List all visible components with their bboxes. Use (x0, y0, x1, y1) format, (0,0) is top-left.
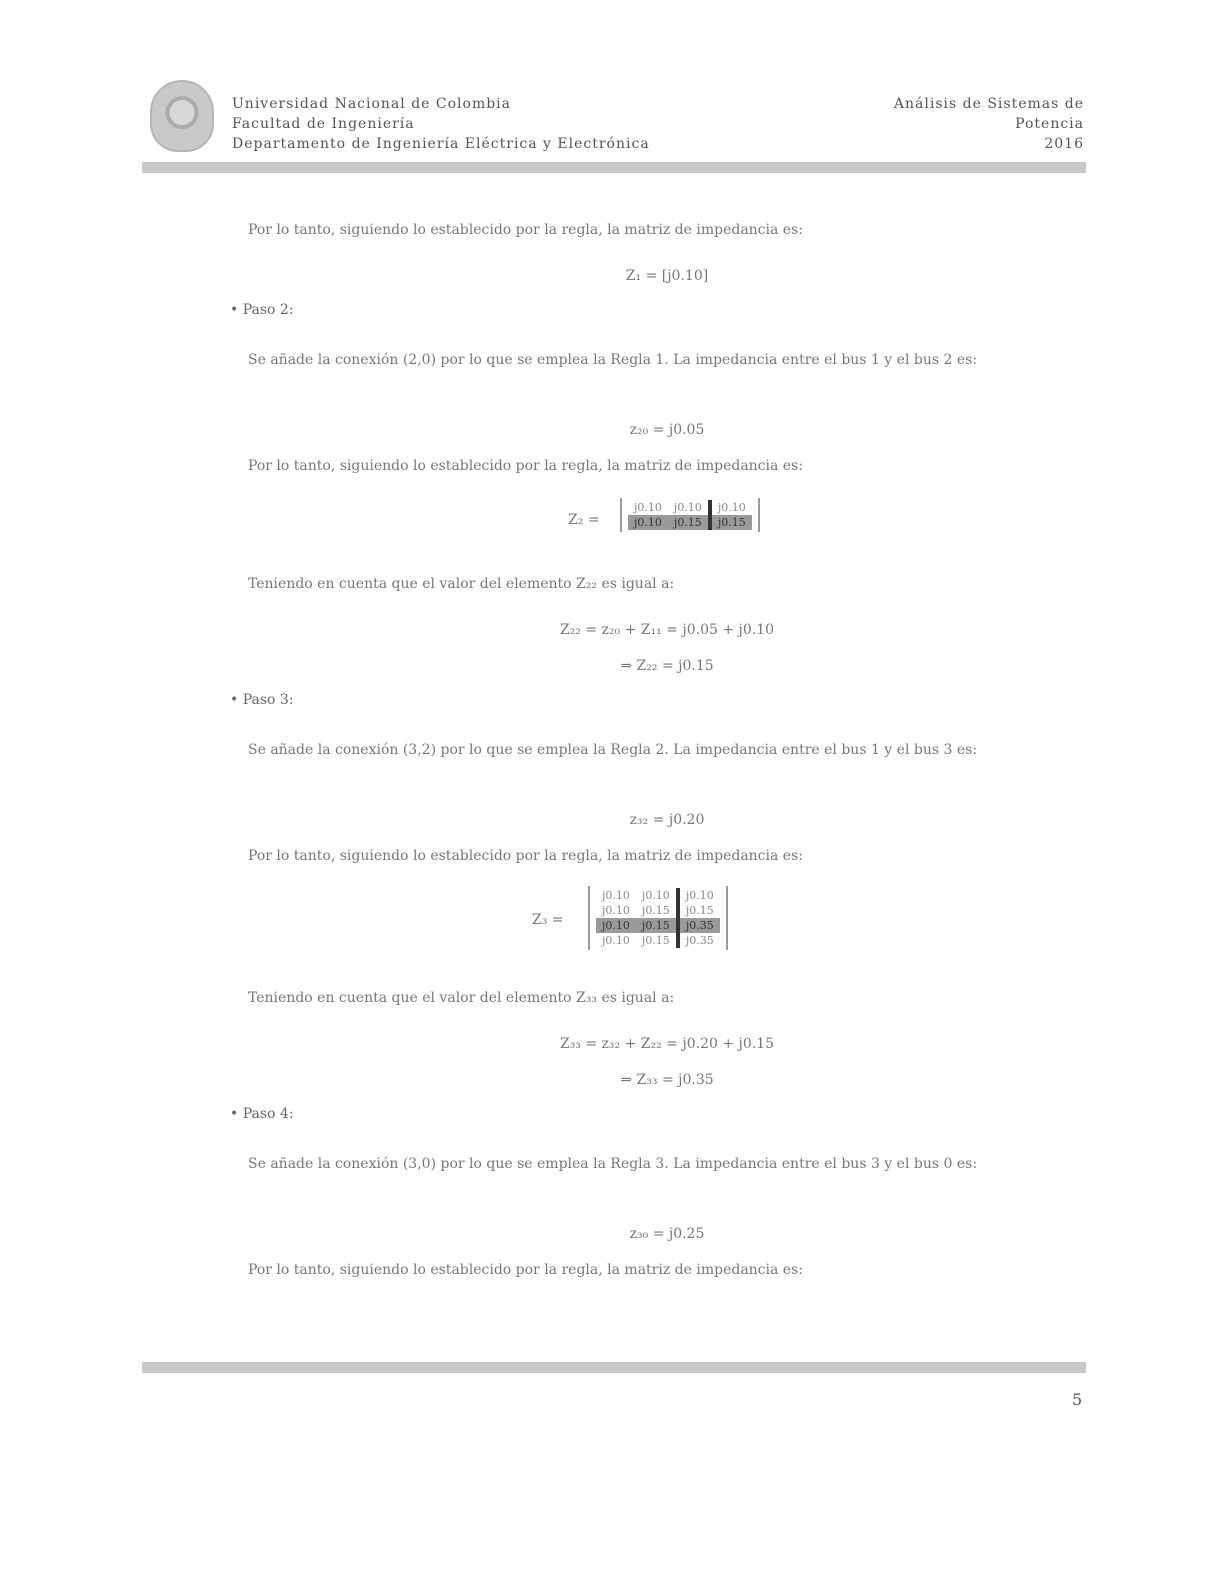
equation: z₃₀ = j0.25 (629, 1226, 705, 1242)
header-line: Análisis de Sistemas de (893, 96, 1084, 112)
matrix-cell: j0.10 (602, 904, 630, 917)
header-line: Departamento de Ingeniería Eléctrica y Electrónica (232, 136, 650, 152)
matrix-cell: j0.35 (676, 918, 720, 933)
matrix-cell: j0.10 (602, 934, 630, 947)
footer-rule (142, 1362, 1086, 1373)
header-line: Potencia (1015, 116, 1084, 132)
equation: ⇒ Z₂₂ = j0.15 (620, 658, 714, 674)
paragraph: Se añade la conexión (3,0) por lo que se emplea la Regla 3. La impedancia entre el bus 3 y el bus 0 es: (248, 1156, 978, 1172)
equation: Z₃₃ = z₃₂ + Z₂₂ = j0.20 + j0.15 (559, 1036, 775, 1052)
matrix-cell: j0.10 (634, 501, 662, 514)
step-heading: • Paso 2: (230, 302, 294, 318)
header-line: 2016 (1044, 136, 1084, 152)
header-rule (142, 162, 1086, 173)
paragraph: Teniendo en cuenta que el valor del elemento Z₂₂ es igual a: (248, 576, 675, 592)
matrix-cell: j0.10 (602, 889, 630, 902)
equation: z₃₂ = j0.20 (629, 812, 705, 828)
matrix-cell: j0.15 (668, 515, 708, 530)
header-course (894, 94, 1084, 154)
paragraph: Teniendo en cuenta que el valor del elemento Z₃₃ es igual a: (248, 990, 675, 1006)
matrix-cell: j0.10 (628, 515, 668, 530)
equation: ⇒ Z₃₃ = j0.35 (620, 1072, 714, 1088)
paragraph: Se añade la conexión (2,0) por lo que se emplea la Regla 1. La impedancia entre el bus 1 y el bus 2 es: (248, 352, 978, 368)
header-institution (232, 94, 650, 154)
header-line: Universidad Nacional de Colombia (232, 96, 512, 112)
matrix-cell: j0.15 (641, 904, 670, 917)
matrix-label: Z₂ = (568, 512, 600, 528)
equation: Z₂₂ = z₂₀ + Z₁₁ = j0.05 + j0.10 (559, 622, 775, 638)
matrix-cell: j0.15 (636, 918, 676, 933)
matrix-cell: j0.15 (641, 934, 670, 947)
matrix-cell: j0.10 (708, 500, 752, 515)
paragraph: Por lo tanto, siguiendo lo establecido por la regla, la matriz de impedancia es: (248, 458, 803, 474)
step-heading: • Paso 3: (230, 692, 294, 708)
paragraph: Por lo tanto, siguiendo lo establecido por la regla, la matriz de impedancia es: (248, 1262, 803, 1278)
impedance-matrix-z3 (588, 886, 728, 950)
matrix-label: Z₃ = (532, 912, 564, 928)
matrix-cell: j0.15 (676, 903, 720, 918)
matrix-cell: j0.10 (673, 501, 702, 514)
paragraph: Por lo tanto, siguiendo lo establecido por la regla, la matriz de impedancia es: (248, 222, 803, 238)
header-line: Facultad de Ingeniería (232, 116, 415, 132)
step-heading: • Paso 4: (230, 1106, 294, 1122)
matrix-cell: j0.10 (596, 918, 636, 933)
matrix-cell: j0.35 (676, 933, 720, 948)
matrix-cell: j0.10 (676, 888, 720, 903)
university-seal (150, 80, 214, 152)
matrix-cell: j0.15 (708, 515, 752, 530)
paragraph: Se añade la conexión (3,2) por lo que se emplea la Regla 2. La impedancia entre el bus 1 y el bus 3 es: (248, 742, 978, 758)
equation: Z₁ = [j0.10] (625, 268, 709, 284)
impedance-matrix-z2 (620, 498, 760, 532)
matrix-cell: j0.10 (641, 889, 670, 902)
paragraph: Por lo tanto, siguiendo lo establecido por la regla, la matriz de impedancia es: (248, 848, 803, 864)
equation: z₂₀ = j0.05 (629, 422, 705, 438)
page-number: 5 (1072, 1390, 1083, 1409)
